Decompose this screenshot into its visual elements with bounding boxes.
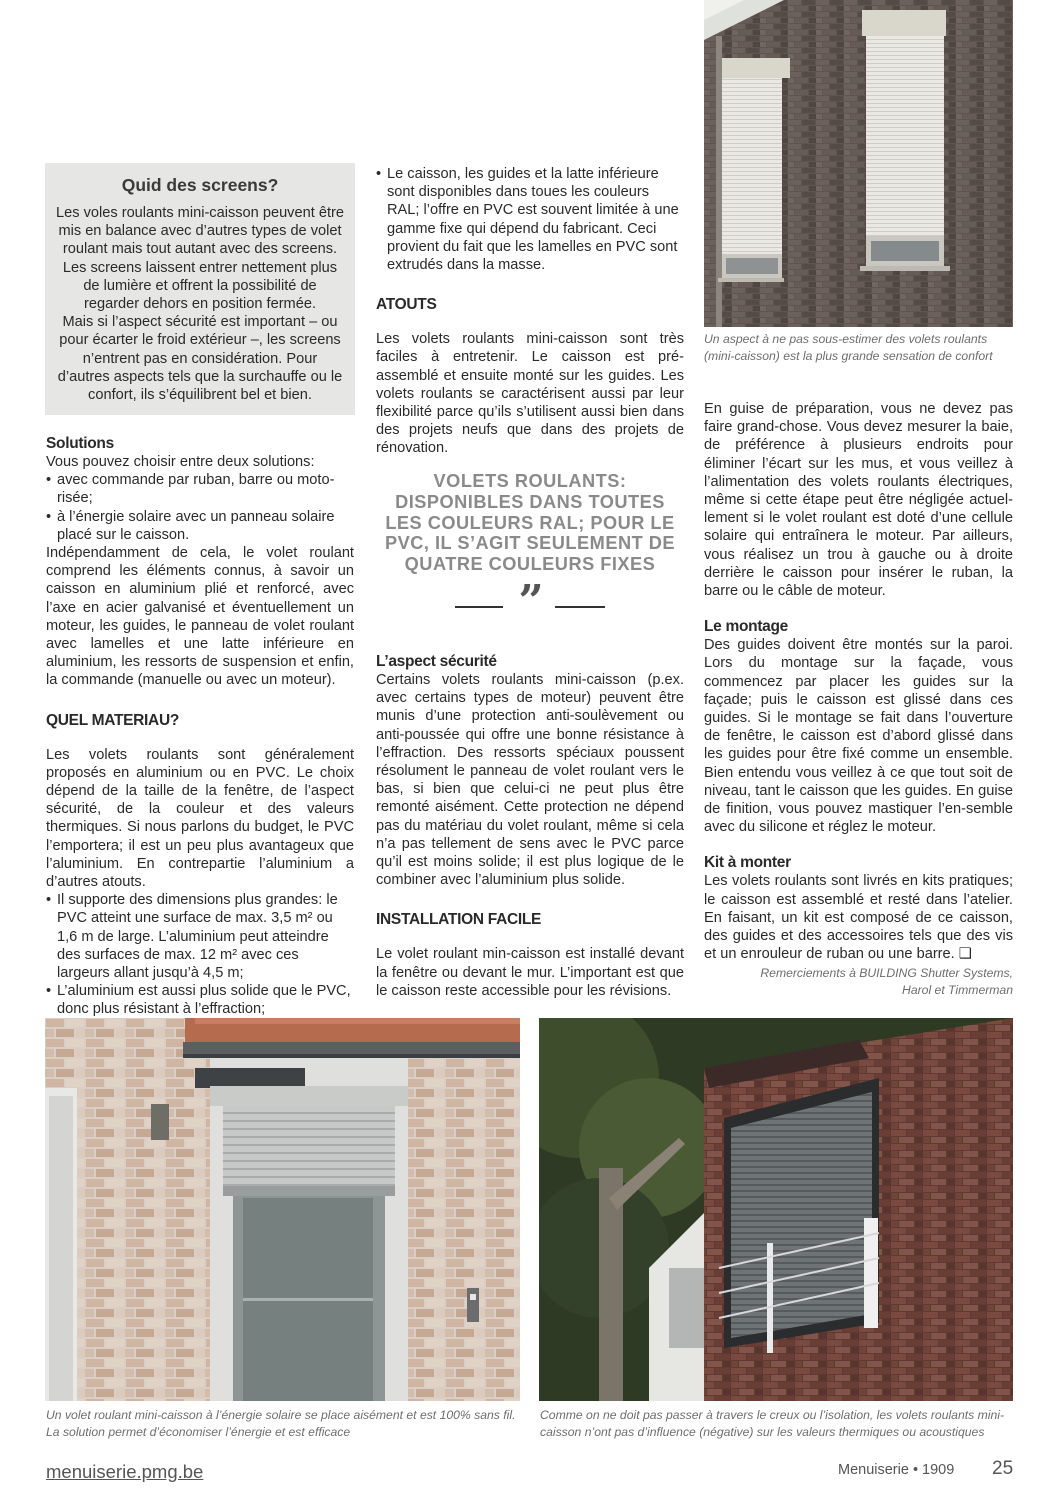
quote-glyph: ”	[518, 576, 544, 627]
column-2-bottom	[376, 652, 684, 1000]
securite-heading: L’aspect sécurité	[376, 653, 497, 670]
kit-body: Les volets roulants sont livrés en kits pratiques; le caisson est assemblé et resté dans l’atelier. En faisant, un kit est composé de ce caisson, des guides et des accessoires tels que des vis et un enrouleur de ruban ou une barre. ❑	[704, 873, 1013, 963]
footer-magazine-issue: Menuiserie • 1909	[838, 1462, 955, 1478]
solutions-body: Indépendamment de cela, le volet roulant comprend les éléments connus, à savoir un caisson en aluminium plié et renforcé, avec l’axe en acier galvanisé et éventuellement un moteur, les guides, le panneau de volet roulant avec lamelles et une latte inférieure en aluminium, les ressorts de suspension et enfin, la commande (manuelle ou avec un moteur).	[46, 545, 354, 689]
solutions-item: • à l’énergie solaire avec un panneau solaire placé sur le caisson.	[46, 508, 335, 543]
sidebar-text-1: Les voles roulants mini-caisson peuvent être mis en balance avec d’autres types de volet roulant mais tout autant avec des screens. Les screens laissent entrer nettement plus de lumière et offrent la possibilité de regarder dehors en position fermée.	[56, 205, 344, 313]
photo-door-shutter	[45, 1018, 520, 1401]
atouts-heading: ATOUTS	[376, 296, 437, 314]
sidebar-box	[45, 163, 355, 415]
securite-body: Certains volets roulants mini-caisson (p.ex. avec certains types de moteur) peuvent être munis d’une protection anti-soulèvement ou anti-poussée qui offre une bonne résistance à l’effraction. Des ressorts spéciaux poussent résolument le panneau de volet roulant vers le bas, si bien que celui-ci ne peut plus être remonté aisément. Cette protection ne dépend pas du matériau du volet roulant, même si cela n’a pas tellement de sens avec le PVC parce qu’il est moins solide; il est plus logique de le combiner avec l’aluminium plus solide.	[376, 672, 684, 889]
photo-brick-house-window-shutter	[539, 1018, 1013, 1401]
pull-quote: VOLETS ROULANTS: DISPONIBLES DANS TOUTES LES COULEURS RAL; POUR LE PVC, IL S’AGIT SEULEMENT DE QUATRE COULEURS FIXES	[384, 471, 676, 575]
footer-url-link[interactable]: menuiserie.pmg.be	[46, 1461, 204, 1482]
ral-item: • Le caisson, les guides et la latte inférieure sont disponibles dans toues les couleurs RAL; l’offre en PVC est souvent limitée à une gamme fixe qui dépend du fabricant. Ceci provient du fait que les lamelles en PVC sont extrudés dans la masse.	[376, 166, 679, 274]
photo-caption-top-right: Un aspect à ne pas sous-estimer des volets roulants (mini-caisson) est la plus grande sensation de confort	[704, 332, 993, 363]
sidebar-title: Quid des screens?	[121, 175, 279, 195]
materiau-body: Les volets roulants sont généralement proposés en aluminium ou en PVC. Le choix dépend de la taille de la fenêtre, de l’aspect sécurité, de la couleur et des valeurs thermiques. Si nous parlons du budget, le PVC l’emportera; il est un peu plus avantageux que l’aluminium. En contrepartie l’aluminium a d’autres atouts.	[46, 746, 354, 891]
column-1	[46, 434, 354, 1019]
page-number: 25	[992, 1458, 1014, 1479]
atouts-body: Les volets roulants mini-caisson sont très faciles à entretenir. Le caisson est pré-assemblé et ensuite monté sur les guides. Les volets roulants se caractérisent aussi par leur flexibilité parce qu’ils s’utilisent aussi bien dans des projets neufs que dans des projets de rénovation.	[376, 331, 684, 457]
installation-heading: INSTALLATION FACILE	[376, 911, 542, 929]
solutions-heading: Solutions	[46, 435, 114, 452]
montage-body: Des guides doivent être montés sur la paroi. Lors du montage sur la façade, vous commencez par placer les guides sur la façade; puis le caisson est glissé dans ces guides. Si le montage se fait dans l’ouverture de fenêtre, le caisson est d’abord glissé dans les guides pour être fixé comme un ensemble. Bien entendu vous veillez à ce que tout soit de niveau, tant le caisson que les guides. En guise de finition, vous pouvez mastiquer l’en-semble avec du silicone et réglez le moteur.	[704, 637, 1013, 836]
montage-heading: Le montage	[704, 618, 788, 636]
column-2-top	[376, 165, 684, 458]
photo-caption-bottom-left: Un volet roulant mini-caisson à l’énergie solaire se place aisément et est 100% sans fil. La solution permet d’économiser l’énergie et est efficace	[46, 1408, 516, 1439]
sidebar-text-2: Mais si l’aspect sécurité est important – ou pour écarter le froid extérieur –, les screens n’entrent pas en considération. Pour d’autres aspects tels que la surchauffe ou le confort, ils s’équilibrent bel et bien.	[57, 314, 343, 404]
photo-brick-facade-shutters	[704, 0, 1013, 327]
solutions-intro: Vous pouvez choisir entre deux solutions:	[46, 454, 315, 470]
materiau-item: • Il supporte des dimensions plus grandes: le PVC atteint une surface de max. 3,5 m² ou 1,6 m de large. L’aluminium peut atteindre des surfaces de max. 12 m² avec ces largeurs allant jusqu’à 4,5 m;	[46, 892, 338, 982]
materiau-item: • L’aluminium est aussi plus solide que le PVC, donc plus résistant à l’effraction;	[46, 983, 351, 1018]
materiau-heading: QUEL MATERIAU?	[46, 711, 179, 729]
photo-caption-bottom-right: Comme on ne doit pas passer à travers le creux ou l’isolation, les volets roulants mini-caisson n’ont pas d’influence (négative) sur les valeurs thermiques ou acoustiques	[540, 1408, 1005, 1439]
thanks-line-1: Remerciements à BUILDING Shutter Systems,	[760, 966, 1013, 981]
preparation-body: En guise de préparation, vous ne devez pas faire grand-chose. Vous devez mesurer la baie, de préférence à plusieurs endroits pour éliminer l’écart sur les mus, et vous veillez à l’alimentation des volets roulants électriques, même si cette étape peut être négligée actuel-lement si le volet roulant est doté d’une cellule solaire qui entraînera le moteur. Par ailleurs, vous réalisez un trou à gauche ou à droite derrière le caisson pour insérer le ruban, la barre ou le câble de moteur.	[704, 401, 1013, 600]
quote-mark	[455, 576, 605, 627]
column-3	[704, 400, 1013, 999]
installation-body: Le volet roulant min-caisson est installé devant la fenêtre ou devant le mur. L’important est que le caisson reste accessible pour les révisions.	[376, 946, 684, 999]
kit-heading: Kit à monter	[704, 854, 791, 872]
thanks-line-2: Harol et Timmerman	[902, 983, 1013, 998]
solutions-item: • avec commande par ruban, barre ou moto-risée;	[46, 472, 335, 507]
